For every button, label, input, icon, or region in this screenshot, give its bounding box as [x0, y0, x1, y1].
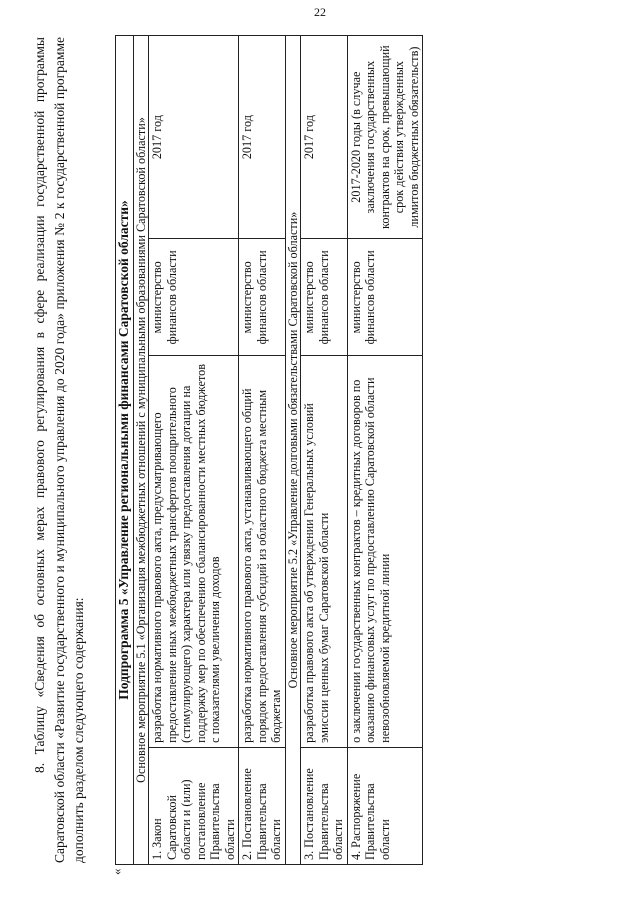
row-document-type: 2. Постановление Правительства области — [239, 747, 286, 864]
intro-paragraph — [30, 37, 89, 863]
opening-quote: « — [109, 868, 124, 875]
row-document-type: 1. Закон Саратовской области и (или) постановление Правительства области — [149, 747, 239, 864]
row-content: разработка правового акта об утверждении Генеральных условий эмиссии ценных бумаг Саратовской области — [301, 356, 348, 747]
row-document-type: 3. Постановление Правительства области — [301, 747, 348, 864]
subprogram-title: Подпрограмма 5 «Управление региональными финансами Саратовской области» — [116, 36, 134, 865]
row-executor: министерство финансов области — [347, 239, 423, 356]
table-row — [149, 36, 239, 865]
row-term: 2017 год — [149, 36, 239, 239]
row-document-type: 4. Распоряжение Правительства области — [347, 747, 423, 864]
row-term: 2017 год — [239, 36, 286, 239]
row-term: 2017 год — [301, 36, 348, 239]
table-row — [301, 36, 348, 865]
table-row — [239, 36, 286, 865]
section-title: Основное мероприятие 5.2 «Управление долговыми обязательствами Саратовской области» — [285, 36, 301, 865]
page-number: 22 — [314, 5, 326, 19]
row-executor: министерство финансов области — [239, 239, 286, 356]
rotated-page-content — [30, 25, 620, 875]
table-row — [347, 36, 423, 865]
row-content: разработка нормативного правового акта, предусматривающего предоставление иных межбюджетных трансфертов поощрительного (стимулирующего) характера или увязку предоставления дотации на поддержку мер по обеспечению сбалансированности местных бюджетов с показателями увеличения доходов — [149, 356, 239, 747]
section-heading-row — [285, 36, 301, 865]
intro-text: 8. Таблицу «Сведения об основных мерах правового регулирования в сфере реализации государственной программы Саратовской области «Развитие государственного и муниципального управления до 2020 года» приложения № 2 к государственной программе дополнить разделом следующего содержания: — [32, 37, 86, 863]
section-title: Основное мероприятие 5.1 «Организация межбюджетных отношений с муниципальными образованиями Саратовской области» — [133, 36, 149, 865]
legal-measures-table — [115, 35, 423, 865]
section-heading-row — [133, 36, 149, 865]
row-executor: министерство финансов области — [301, 239, 348, 356]
row-term: 2017-2020 годы (в случае заключения государственных контрактов на срок, превышающий срок действия утвержденных лимитов бюджетных обязательств) — [347, 36, 423, 239]
row-content: о заключении государственных контрактов – кредитных договоров по оказанию финансовых услуг по предоставлению Саратовской области невозобновляемой кредитной линии — [347, 356, 423, 747]
subprogram-heading-row — [116, 36, 134, 865]
row-content: разработка нормативного правового акта, устанавливающего общий порядок предоставления субсидий из областного бюджета местным бюджетам — [239, 356, 286, 747]
row-executor: министерство финансов области — [149, 239, 239, 356]
